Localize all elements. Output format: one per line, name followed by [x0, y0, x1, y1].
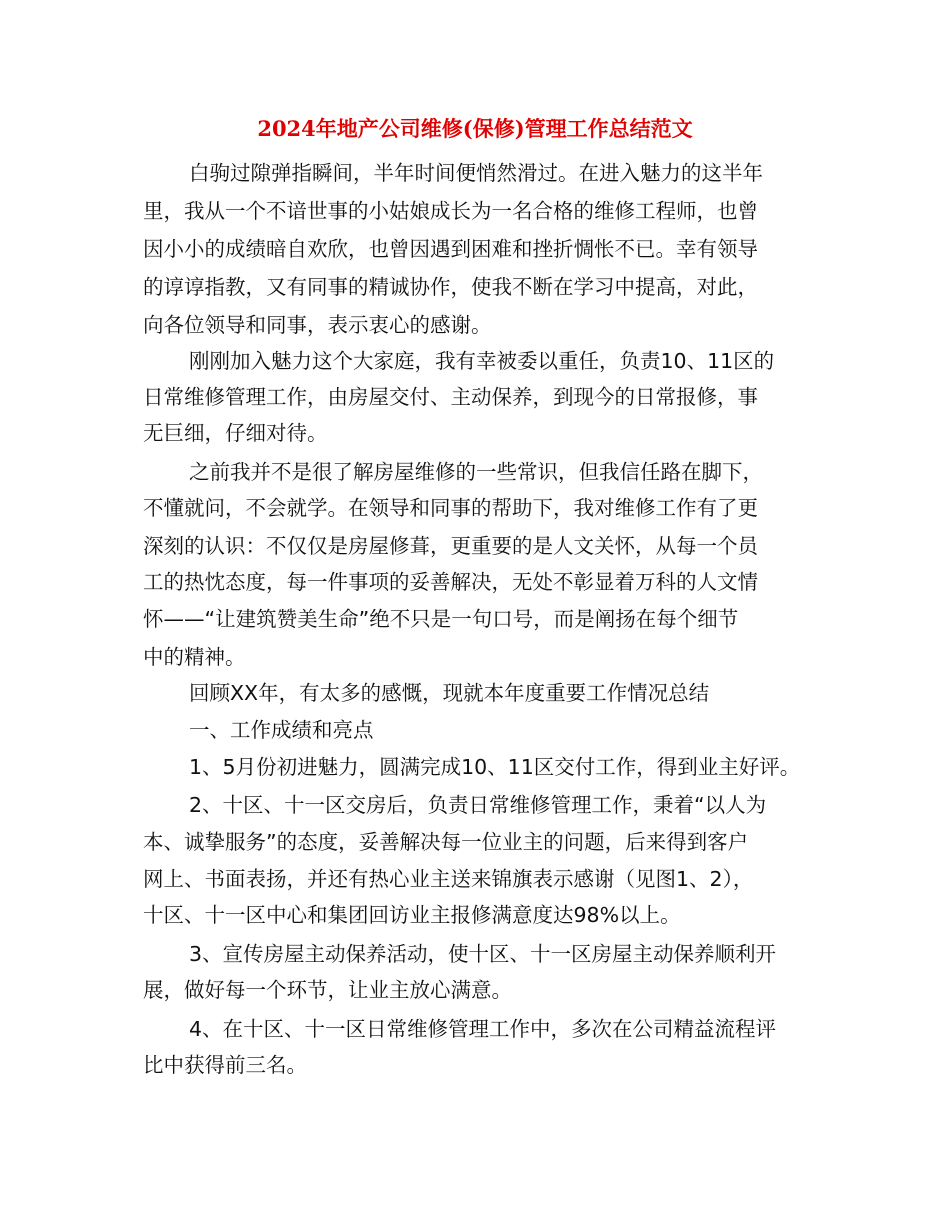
paragraph-line: 十区、十一区中心和集团回访业主报修满意度达98%以上。: [143, 903, 681, 927]
paragraph-line: 本、诚挚服务”的态度，妥善解决每一位业主的问题，后来得到客户: [143, 830, 749, 854]
paragraph-line: 的谆谆指教，又有同事的精诚协作，使我不断在学习中提高，对此，: [143, 275, 758, 299]
paragraph-line: 之前我并不是很了解房屋维修的一些常识，但我信任路在脚下，: [189, 460, 763, 484]
paragraph-line: 无巨细，仔细对待。: [143, 421, 328, 445]
paragraph-line: 比中获得前三名。: [143, 1053, 307, 1077]
section-heading: 一、工作成绩和亮点: [189, 718, 374, 742]
list-item: 4、在十区、十一区日常维修管理工作中，多次在公司精益流程评: [189, 1017, 777, 1041]
paragraph-line: 展，做好每一个环节，让业主放心满意。: [143, 978, 512, 1002]
paragraph-line: 日常维修管理工作，由房屋交付、主动保养，到现今的日常报修，事: [143, 385, 758, 409]
list-item: 2、十区、十一区交房后，负责日常维修管理工作，秉着“以人为: [189, 793, 767, 817]
paragraph-line: 白驹过隙弹指瞬间，半年时间便悄然滑过。在进入魅力的这半年: [189, 161, 763, 185]
paragraph-line: 回顾XX年，有太多的感慨，现就本年度重要工作情况总结: [189, 681, 710, 705]
list-item: 1、5月份初进魅力，圆满完成10、11区交付工作，得到业主好评。: [189, 755, 801, 779]
list-item: 3、宣传房屋主动保养活动，使十区、十一区房屋主动保养顺利开: [189, 942, 777, 966]
paragraph-line: 怀——“让建筑赞美生命”绝不只是一句口号，而是阐扬在每个细节: [143, 607, 739, 631]
paragraph-line: 深刻的认识：不仅仅是房屋修葺，更重要的是人文关怀，从每一个员: [143, 534, 758, 558]
paragraph-line: 工的热忱态度，每一件事项的妥善解决，无处不彰显着万科的人文情: [143, 570, 758, 594]
paragraph-line: 因小小的成绩暗自欢欣，也曾因遇到困难和挫折惆怅不已。幸有领导: [143, 237, 758, 261]
paragraph-line: 中的精神。: [143, 645, 246, 669]
paragraph-line: 向各位领导和同事，表示衷心的感谢。: [143, 313, 492, 337]
paragraph-line: 刚刚加入魅力这个大家庭，我有幸被委以重任，负责10、11区的: [189, 349, 775, 373]
paragraph-line: 不懂就问，不会就学。在领导和同事的帮助下，我对维修工作有了更: [143, 496, 758, 520]
paragraph-line: 网上、书面表扬，并还有热心业主送来锦旗表示感谢（见图1、2），: [143, 867, 754, 891]
paragraph-line: 里，我从一个不谙世事的小姑娘成长为一名合格的维修工程师，也曾: [143, 199, 758, 223]
document-title: 2024年地产公司维修(保修)管理工作总结范文: [257, 116, 693, 141]
